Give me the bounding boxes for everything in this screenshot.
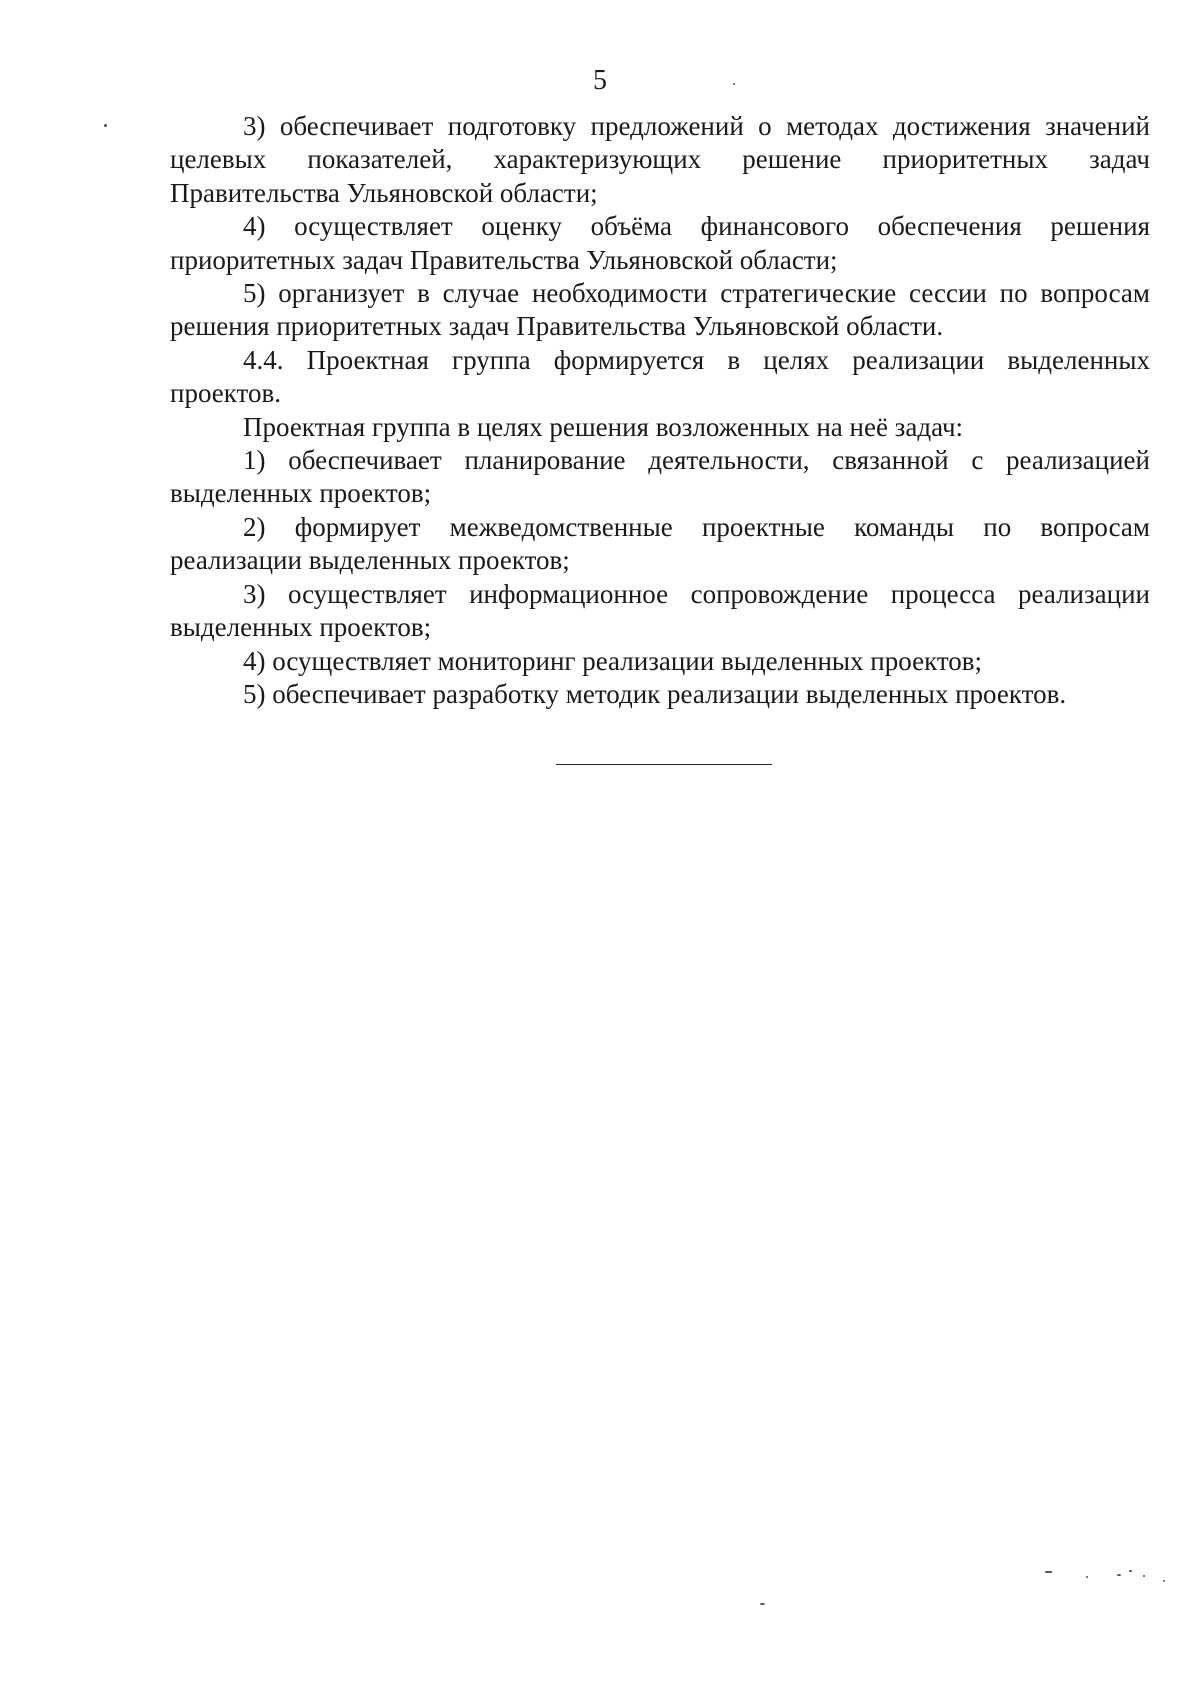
- end-of-text-rule: [556, 764, 772, 765]
- scan-speck: [1143, 1575, 1145, 1577]
- paragraph-item-3: 3) обеспечивает подготовку предложений о методах достижения значений целевых показателей, характеризующих решение приоритетных задач Правительства Ульяновской области;: [170, 111, 1150, 208]
- scan-speck: [1045, 1571, 1052, 1573]
- scan-speck: [1117, 1574, 1121, 1576]
- scan-speck: [1129, 1570, 1132, 1572]
- scan-speck: [1163, 1580, 1165, 1582]
- document-body: [170, 110, 1150, 711]
- scan-speck: [1086, 1576, 1088, 1578]
- paragraph-item-4: 4) осуществляет оценку объёма финансового обеспечения решения приоритетных задач Правительства Ульяновской области;: [170, 211, 1150, 275]
- scan-speck: [760, 1603, 765, 1605]
- page-number: 5: [593, 65, 607, 96]
- paragraph-section-4-4: 4.4. Проектная группа формируется в целях реализации выделенных проектов.: [170, 344, 1150, 409]
- paragraph-item-5: 5) организует в случае необходимости стратегические сессии по вопросам решения приоритетных задач Правительства Ульяновской области.: [170, 278, 1150, 342]
- paragraph-group-item-3: 3) осуществляет информационное сопровождение процесса реализации выделенных проектов;: [170, 578, 1150, 643]
- paragraph-group-item-1: 1) обеспечивает планирование деятельности, связанной с реализацией выделенных проектов;: [170, 445, 1150, 509]
- scan-speck: [733, 83, 735, 85]
- paragraph-group-item-5: 5) обеспечивает разработку методик реализации выделенных проектов.: [243, 678, 1067, 709]
- scan-speck: [104, 124, 107, 127]
- paragraph-project-group-intro: Проектная группа в целях решения возложенных на неё задач:: [243, 411, 964, 442]
- paragraph-group-item-4: 4) осуществляет мониторинг реализации выделенных проектов;: [243, 645, 983, 676]
- paragraph-group-item-2: 2) формирует межведомственные проектные команды по вопросам реализации выделенных проектов;: [170, 511, 1150, 576]
